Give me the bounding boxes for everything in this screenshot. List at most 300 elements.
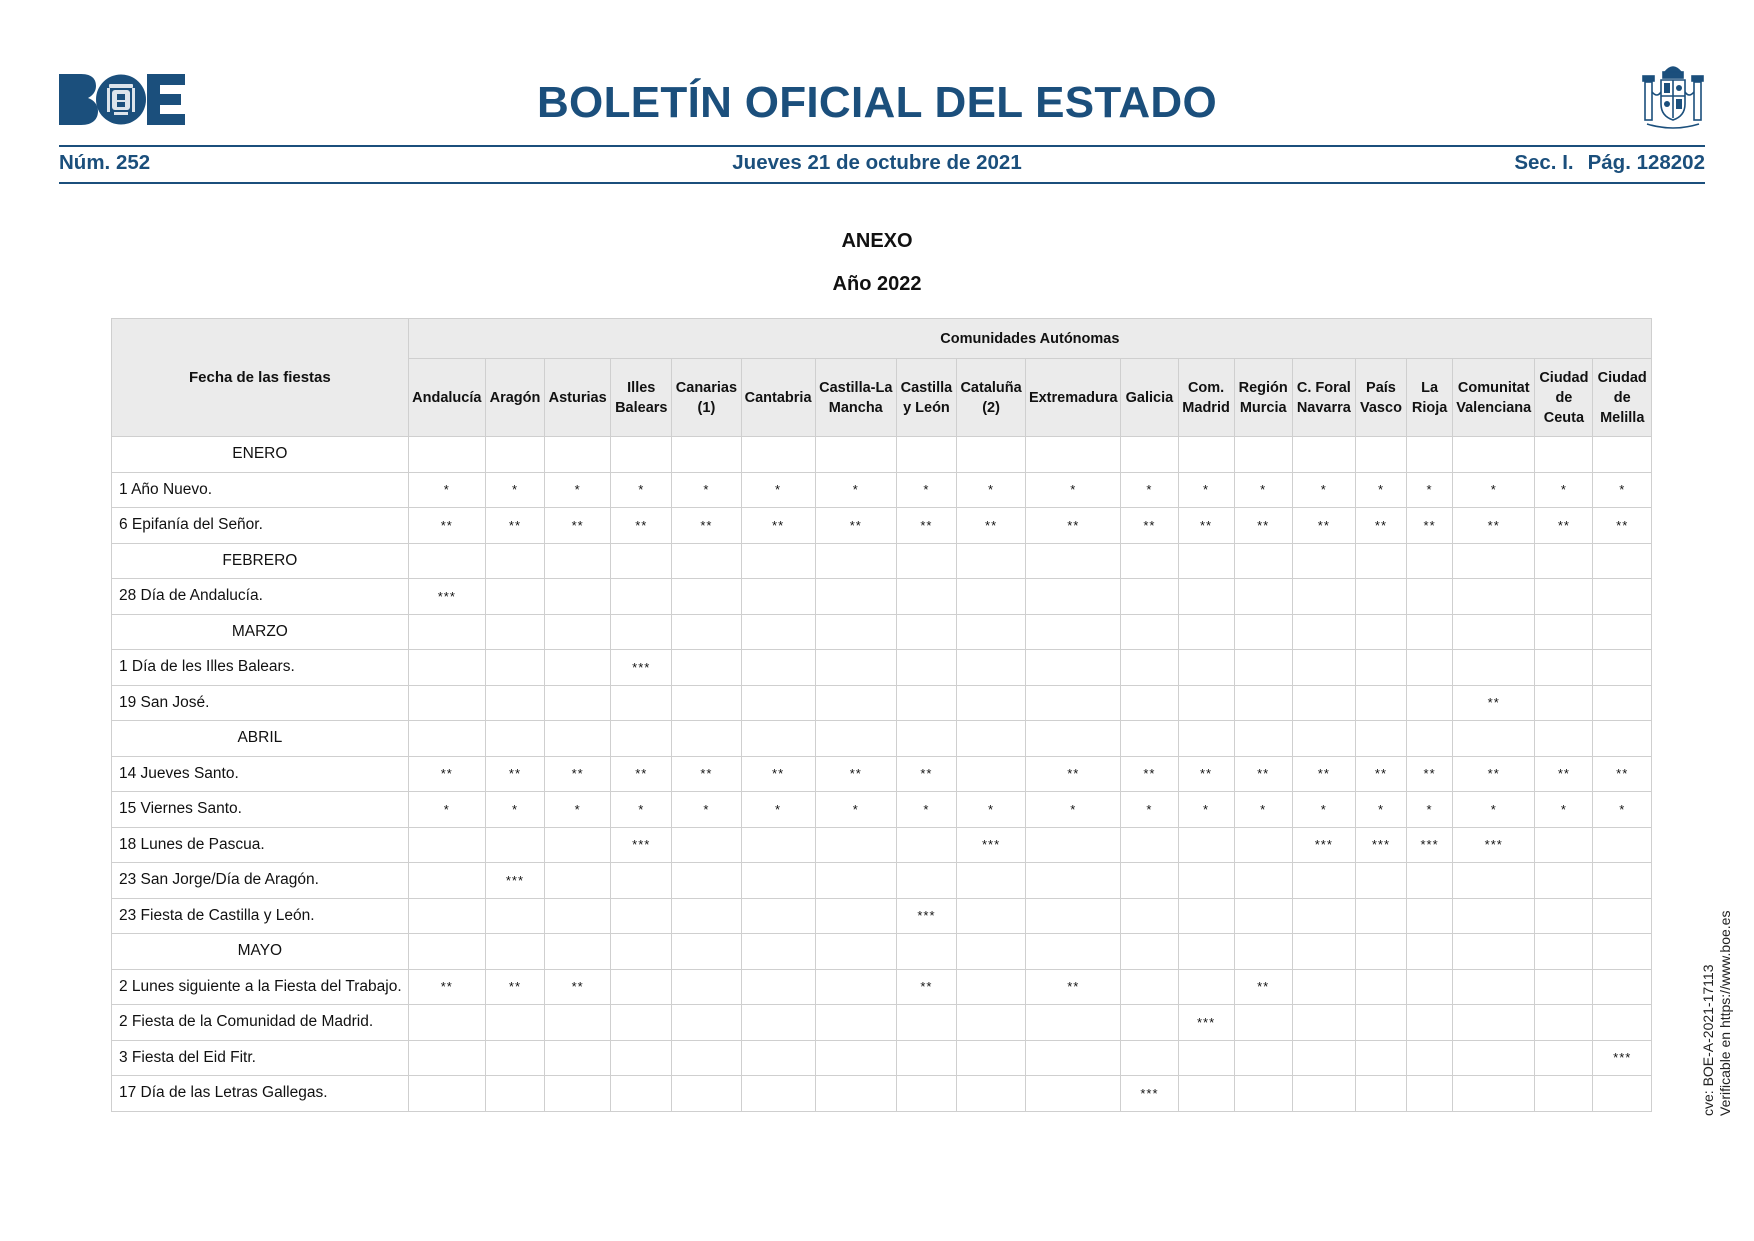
- holiday-mark-cell: [1121, 437, 1178, 473]
- holiday-mark-cell: [896, 721, 956, 757]
- month-label: ENERO: [112, 437, 409, 473]
- holiday-mark-cell: **: [1593, 756, 1652, 792]
- holiday-mark-cell: [957, 685, 1026, 721]
- holiday-mark-cell: **: [1234, 508, 1292, 544]
- holiday-mark-cell: [896, 827, 956, 863]
- holiday-mark-cell: [408, 614, 485, 650]
- holiday-mark-cell: [1234, 685, 1292, 721]
- holiday-mark-cell: [815, 721, 896, 757]
- holiday-mark-cell: [1535, 827, 1593, 863]
- holiday-mark-cell: [1121, 614, 1178, 650]
- holiday-mark-cell: *: [896, 472, 956, 508]
- holiday-mark-cell: [485, 650, 544, 686]
- holiday-mark-cell: [1355, 721, 1406, 757]
- holiday-mark-cell: [1026, 685, 1121, 721]
- holiday-mark-cell: ***: [1355, 827, 1406, 863]
- holiday-mark-cell: [611, 579, 672, 615]
- holiday-mark-cell: [1535, 543, 1593, 579]
- holiday-mark-cell: *: [957, 792, 1026, 828]
- community-column-header: Andalucía: [408, 359, 485, 437]
- holiday-mark-cell: [611, 437, 672, 473]
- holiday-mark-cell: [545, 1076, 611, 1112]
- holiday-mark-cell: [741, 685, 815, 721]
- holiday-mark-cell: [1234, 437, 1292, 473]
- holiday-mark-cell: [1234, 1005, 1292, 1041]
- holiday-row: [112, 863, 1652, 899]
- holiday-mark-cell: [957, 437, 1026, 473]
- holiday-mark-cell: [957, 650, 1026, 686]
- holiday-mark-cell: **: [1535, 508, 1593, 544]
- holiday-mark-cell: [1535, 1005, 1593, 1041]
- holiday-mark-cell: **: [1535, 756, 1593, 792]
- holiday-label: 6 Epifanía del Señor.: [112, 508, 409, 544]
- holiday-row: [112, 792, 1652, 828]
- holiday-mark-cell: [1355, 650, 1406, 686]
- holiday-mark-cell: [1593, 721, 1652, 757]
- holiday-mark-cell: [1026, 579, 1121, 615]
- month-row: [112, 721, 1652, 757]
- holiday-label: 3 Fiesta del Eid Fitr.: [112, 1040, 409, 1076]
- holiday-label: 17 Día de las Letras Gallegas.: [112, 1076, 409, 1112]
- holiday-mark-cell: [1407, 437, 1453, 473]
- holiday-mark-cell: [741, 650, 815, 686]
- holiday-mark-cell: [1121, 685, 1178, 721]
- holiday-mark-cell: **: [408, 508, 485, 544]
- holiday-mark-cell: *: [672, 472, 741, 508]
- holiday-mark-cell: [545, 827, 611, 863]
- community-column-header: Cantabria: [741, 359, 815, 437]
- holiday-mark-cell: [672, 1005, 741, 1041]
- holiday-mark-cell: **: [815, 756, 896, 792]
- holiday-mark-cell: [485, 721, 544, 757]
- holiday-mark-cell: [1453, 1005, 1535, 1041]
- holiday-mark-cell: [611, 1005, 672, 1041]
- holiday-mark-cell: [545, 934, 611, 970]
- holiday-mark-cell: *: [611, 792, 672, 828]
- header-rule-top: [59, 145, 1705, 147]
- holiday-mark-cell: **: [1292, 756, 1355, 792]
- community-column-header: Castilla-La Mancha: [815, 359, 896, 437]
- holiday-label: 28 Día de Andalucía.: [112, 579, 409, 615]
- holiday-mark-cell: [1593, 614, 1652, 650]
- holiday-mark-cell: [896, 934, 956, 970]
- holiday-mark-cell: *: [672, 792, 741, 828]
- community-column-header: Aragón: [485, 359, 544, 437]
- holiday-mark-cell: [815, 863, 896, 899]
- holiday-mark-cell: **: [1178, 508, 1234, 544]
- communities-group-header: Comunidades Autónomas: [408, 319, 1651, 359]
- holiday-mark-cell: [1026, 721, 1121, 757]
- holiday-mark-cell: [957, 543, 1026, 579]
- holiday-mark-cell: [896, 543, 956, 579]
- holiday-mark-cell: [1234, 650, 1292, 686]
- holiday-mark-cell: [408, 543, 485, 579]
- holiday-mark-cell: [1535, 934, 1593, 970]
- holiday-mark-cell: [1355, 1040, 1406, 1076]
- holiday-mark-cell: [1535, 1040, 1593, 1076]
- holiday-mark-cell: [815, 614, 896, 650]
- holiday-mark-cell: [672, 721, 741, 757]
- page-label: Pág. 128202: [1587, 151, 1705, 174]
- community-column-header: Com. Madrid: [1178, 359, 1234, 437]
- holiday-mark-cell: [408, 650, 485, 686]
- holiday-mark-cell: [545, 1040, 611, 1076]
- holiday-mark-cell: [1234, 614, 1292, 650]
- community-column-header: Extremadura: [1026, 359, 1121, 437]
- holiday-mark-cell: **: [672, 756, 741, 792]
- holiday-mark-cell: [1453, 579, 1535, 615]
- holiday-label: 23 San Jorge/Día de Aragón.: [112, 863, 409, 899]
- holiday-mark-cell: [741, 898, 815, 934]
- holiday-mark-cell: [611, 685, 672, 721]
- community-column-header: País Vasco: [1355, 359, 1406, 437]
- holiday-mark-cell: [1407, 543, 1453, 579]
- holiday-mark-cell: **: [1355, 756, 1406, 792]
- holiday-mark-cell: [485, 579, 544, 615]
- holiday-mark-cell: *: [408, 792, 485, 828]
- holiday-mark-cell: **: [1593, 508, 1652, 544]
- holiday-mark-cell: ***: [1121, 1076, 1178, 1112]
- holiday-mark-cell: **: [1453, 756, 1535, 792]
- holiday-row: [112, 579, 1652, 615]
- holiday-mark-cell: [1355, 437, 1406, 473]
- holiday-mark-cell: [1234, 827, 1292, 863]
- holiday-mark-cell: [957, 1076, 1026, 1112]
- holiday-mark-cell: [1178, 1076, 1234, 1112]
- holiday-mark-cell: [957, 1005, 1026, 1041]
- holiday-mark-cell: [957, 721, 1026, 757]
- holiday-mark-cell: [1178, 543, 1234, 579]
- holiday-mark-cell: [1453, 1076, 1535, 1112]
- holiday-mark-cell: *: [1453, 792, 1535, 828]
- holiday-mark-cell: [1355, 863, 1406, 899]
- holiday-mark-cell: *: [957, 472, 1026, 508]
- holiday-mark-cell: [1292, 650, 1355, 686]
- holiday-mark-cell: [611, 898, 672, 934]
- holiday-row: [112, 898, 1652, 934]
- holiday-mark-cell: [672, 437, 741, 473]
- holiday-mark-cell: [1355, 614, 1406, 650]
- holiday-mark-cell: [1355, 579, 1406, 615]
- holiday-label: 15 Viernes Santo.: [112, 792, 409, 828]
- holiday-mark-cell: [1593, 934, 1652, 970]
- holiday-mark-cell: [408, 898, 485, 934]
- holiday-mark-cell: ***: [1593, 1040, 1652, 1076]
- holiday-mark-cell: [957, 898, 1026, 934]
- holiday-mark-cell: **: [1121, 756, 1178, 792]
- holiday-mark-cell: **: [1453, 685, 1535, 721]
- holiday-mark-cell: [957, 1040, 1026, 1076]
- holiday-mark-cell: [741, 934, 815, 970]
- holiday-mark-cell: **: [545, 508, 611, 544]
- holiday-mark-cell: [1234, 1040, 1292, 1076]
- holiday-mark-cell: **: [485, 508, 544, 544]
- cve-code: cve: BOE-A-2021-17113: [1700, 964, 1716, 1116]
- holiday-mark-cell: [408, 1040, 485, 1076]
- holiday-mark-cell: [1535, 1076, 1593, 1112]
- holiday-mark-cell: [815, 934, 896, 970]
- holiday-mark-cell: [1407, 863, 1453, 899]
- holiday-mark-cell: [408, 437, 485, 473]
- month-label: MAYO: [112, 934, 409, 970]
- holiday-mark-cell: [408, 1076, 485, 1112]
- community-column-header: Galicia: [1121, 359, 1178, 437]
- holiday-mark-cell: [896, 614, 956, 650]
- holiday-mark-cell: [896, 685, 956, 721]
- holiday-mark-cell: [1535, 898, 1593, 934]
- holiday-mark-cell: [545, 579, 611, 615]
- community-column-header: C. Foral Navarra: [1292, 359, 1355, 437]
- holiday-row: [112, 472, 1652, 508]
- holiday-mark-cell: [957, 614, 1026, 650]
- holiday-mark-cell: *: [1121, 792, 1178, 828]
- holiday-mark-cell: [1535, 579, 1593, 615]
- publication-title: BOLETÍN OFICIAL DEL ESTADO: [536, 78, 1218, 127]
- holiday-mark-cell: *: [741, 472, 815, 508]
- holiday-label: 19 San José.: [112, 685, 409, 721]
- holiday-mark-cell: [1355, 685, 1406, 721]
- holiday-mark-cell: [672, 1076, 741, 1112]
- holiday-mark-cell: [1292, 1040, 1355, 1076]
- holiday-mark-cell: [485, 898, 544, 934]
- holiday-mark-cell: [1121, 1040, 1178, 1076]
- holiday-mark-cell: [1535, 685, 1593, 721]
- community-column-header: Ciudad de Ceuta: [1535, 359, 1593, 437]
- holiday-mark-cell: *: [1178, 472, 1234, 508]
- holiday-mark-cell: [741, 721, 815, 757]
- holiday-mark-cell: [1292, 685, 1355, 721]
- holiday-mark-cell: *: [1178, 792, 1234, 828]
- holiday-mark-cell: **: [741, 508, 815, 544]
- holiday-mark-cell: [1292, 863, 1355, 899]
- holiday-mark-cell: [1026, 863, 1121, 899]
- holiday-label: 2 Fiesta de la Comunidad de Madrid.: [112, 1005, 409, 1041]
- holiday-mark-cell: [672, 863, 741, 899]
- holiday-mark-cell: **: [1234, 756, 1292, 792]
- holiday-mark-cell: **: [485, 969, 544, 1005]
- holiday-mark-cell: [815, 1076, 896, 1112]
- holiday-mark-cell: [672, 1040, 741, 1076]
- holiday-mark-cell: *: [1593, 472, 1652, 508]
- issue-number: Núm. 252: [59, 151, 151, 174]
- holiday-mark-cell: *: [1355, 472, 1406, 508]
- holiday-mark-cell: [1178, 969, 1234, 1005]
- holiday-mark-cell: [1593, 969, 1652, 1005]
- month-label: FEBRERO: [112, 543, 409, 579]
- holiday-mark-cell: [1178, 437, 1234, 473]
- holiday-label: 23 Fiesta de Castilla y León.: [112, 898, 409, 934]
- holiday-mark-cell: **: [1026, 508, 1121, 544]
- holiday-mark-cell: **: [957, 508, 1026, 544]
- holiday-mark-cell: **: [1453, 508, 1535, 544]
- holiday-mark-cell: [1593, 650, 1652, 686]
- holiday-mark-cell: *: [1121, 472, 1178, 508]
- holiday-row: [112, 508, 1652, 544]
- holiday-mark-cell: **: [1407, 756, 1453, 792]
- holiday-mark-cell: **: [741, 756, 815, 792]
- holiday-mark-cell: [1355, 934, 1406, 970]
- holiday-mark-cell: [1178, 614, 1234, 650]
- holiday-mark-cell: [1355, 543, 1406, 579]
- holiday-mark-cell: [485, 437, 544, 473]
- holiday-row: [112, 650, 1652, 686]
- holiday-mark-cell: [1593, 579, 1652, 615]
- holiday-mark-cell: [545, 898, 611, 934]
- holiday-mark-cell: [1026, 1005, 1121, 1041]
- holiday-mark-cell: [1178, 721, 1234, 757]
- holiday-mark-cell: *: [1593, 792, 1652, 828]
- holiday-mark-cell: [1178, 685, 1234, 721]
- holiday-row: [112, 969, 1652, 1005]
- holiday-mark-cell: [1026, 543, 1121, 579]
- community-column-header: Ciudad de Melilla: [1593, 359, 1652, 437]
- coat-of-arms-icon: [1641, 62, 1705, 132]
- holiday-mark-cell: [1407, 721, 1453, 757]
- holiday-mark-cell: [1121, 579, 1178, 615]
- holiday-mark-cell: [815, 969, 896, 1005]
- holiday-mark-cell: [485, 827, 544, 863]
- month-row: [112, 934, 1652, 970]
- holiday-mark-cell: [815, 1005, 896, 1041]
- holiday-mark-cell: [545, 650, 611, 686]
- holiday-mark-cell: [957, 863, 1026, 899]
- holiday-mark-cell: [545, 721, 611, 757]
- holiday-mark-cell: [1121, 969, 1178, 1005]
- annex-title: ANEXO: [841, 230, 913, 252]
- holiday-mark-cell: [1121, 543, 1178, 579]
- holiday-mark-cell: [1292, 1076, 1355, 1112]
- holiday-mark-cell: [741, 437, 815, 473]
- holiday-mark-cell: [1234, 898, 1292, 934]
- holiday-mark-cell: [545, 1005, 611, 1041]
- holiday-mark-cell: **: [545, 756, 611, 792]
- holiday-mark-cell: [672, 543, 741, 579]
- holiday-mark-cell: [1453, 863, 1535, 899]
- holiday-mark-cell: [672, 614, 741, 650]
- holiday-mark-cell: [741, 543, 815, 579]
- holiday-mark-cell: *: [1535, 472, 1593, 508]
- holiday-mark-cell: [1453, 437, 1535, 473]
- holiday-mark-cell: ***: [1453, 827, 1535, 863]
- holiday-mark-cell: [545, 614, 611, 650]
- holiday-mark-cell: ***: [408, 579, 485, 615]
- holiday-mark-cell: [672, 685, 741, 721]
- holiday-mark-cell: [1535, 437, 1593, 473]
- holiday-mark-cell: [672, 969, 741, 1005]
- holiday-mark-cell: [1453, 650, 1535, 686]
- holiday-mark-cell: [1593, 1076, 1652, 1112]
- holiday-mark-cell: [1407, 898, 1453, 934]
- holiday-mark-cell: [1026, 934, 1121, 970]
- holiday-mark-cell: [485, 543, 544, 579]
- holiday-mark-cell: [741, 1005, 815, 1041]
- holiday-mark-cell: [408, 863, 485, 899]
- holiday-mark-cell: [1593, 1005, 1652, 1041]
- holiday-mark-cell: [545, 543, 611, 579]
- holiday-mark-cell: [1178, 934, 1234, 970]
- holiday-mark-cell: [1593, 827, 1652, 863]
- month-label: MARZO: [112, 614, 409, 650]
- holiday-mark-cell: [896, 579, 956, 615]
- holiday-mark-cell: [1178, 650, 1234, 686]
- holiday-mark-cell: ***: [1292, 827, 1355, 863]
- holiday-mark-cell: [672, 650, 741, 686]
- community-column-header: Canarias (1): [672, 359, 741, 437]
- holiday-mark-cell: [1178, 1040, 1234, 1076]
- holiday-mark-cell: [741, 579, 815, 615]
- holiday-mark-cell: [408, 827, 485, 863]
- holiday-mark-cell: [741, 1040, 815, 1076]
- holiday-mark-cell: *: [815, 472, 896, 508]
- holiday-mark-cell: [1593, 437, 1652, 473]
- holiday-mark-cell: [1026, 898, 1121, 934]
- holiday-mark-cell: [408, 721, 485, 757]
- holiday-mark-cell: [1407, 685, 1453, 721]
- holiday-row: [112, 1040, 1652, 1076]
- holiday-mark-cell: **: [408, 969, 485, 1005]
- holiday-mark-cell: [1355, 1005, 1406, 1041]
- holiday-mark-cell: [1355, 898, 1406, 934]
- holiday-mark-cell: [1026, 614, 1121, 650]
- holiday-mark-cell: [1121, 650, 1178, 686]
- holiday-mark-cell: [485, 1076, 544, 1112]
- holiday-mark-cell: [611, 1076, 672, 1112]
- holiday-mark-cell: [1292, 934, 1355, 970]
- community-column-header: Comunitat Valenciana: [1453, 359, 1535, 437]
- holiday-mark-cell: [1407, 614, 1453, 650]
- holiday-mark-cell: [672, 827, 741, 863]
- holiday-mark-cell: [1535, 721, 1593, 757]
- holiday-mark-cell: ***: [1407, 827, 1453, 863]
- holiday-mark-cell: [1026, 1040, 1121, 1076]
- holiday-mark-cell: [1453, 543, 1535, 579]
- holiday-mark-cell: **: [896, 508, 956, 544]
- holiday-mark-cell: [1407, 1040, 1453, 1076]
- holiday-mark-cell: *: [1355, 792, 1406, 828]
- holiday-mark-cell: [1292, 614, 1355, 650]
- holiday-mark-cell: [611, 543, 672, 579]
- holiday-mark-cell: [815, 543, 896, 579]
- holiday-mark-cell: [896, 437, 956, 473]
- holiday-mark-cell: **: [1234, 969, 1292, 1005]
- holiday-mark-cell: [1453, 721, 1535, 757]
- holiday-mark-cell: [1453, 1040, 1535, 1076]
- holiday-mark-cell: **: [611, 756, 672, 792]
- holiday-mark-cell: **: [815, 508, 896, 544]
- holiday-mark-cell: [672, 898, 741, 934]
- holiday-mark-cell: [611, 721, 672, 757]
- holiday-mark-cell: [1121, 934, 1178, 970]
- holiday-mark-cell: [1535, 614, 1593, 650]
- holiday-mark-cell: [741, 969, 815, 1005]
- community-column-header: Cataluña (2): [957, 359, 1026, 437]
- holiday-mark-cell: [741, 827, 815, 863]
- holiday-mark-cell: [896, 650, 956, 686]
- holiday-mark-cell: [1292, 579, 1355, 615]
- holiday-mark-cell: [957, 934, 1026, 970]
- holiday-mark-cell: [1292, 437, 1355, 473]
- holiday-mark-cell: [1292, 969, 1355, 1005]
- holiday-row: [112, 1076, 1652, 1112]
- annex-year: Año 2022: [832, 273, 922, 295]
- holidays-table: [111, 318, 1652, 1112]
- holiday-mark-cell: [1234, 721, 1292, 757]
- section-and-page: [1514, 151, 1705, 175]
- holiday-mark-cell: [672, 579, 741, 615]
- holiday-mark-cell: **: [1121, 508, 1178, 544]
- holiday-mark-cell: **: [1355, 508, 1406, 544]
- holiday-mark-cell: [611, 969, 672, 1005]
